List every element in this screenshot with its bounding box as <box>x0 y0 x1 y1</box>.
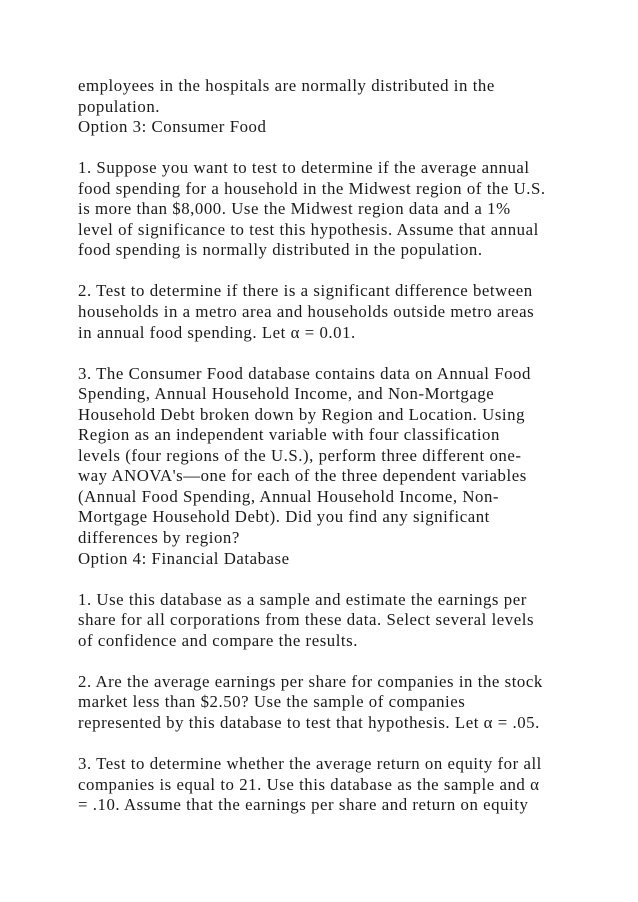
text-line: food spending is normally distributed in the population. <box>78 240 483 260</box>
text-line: 1. Use this database as a sample and estimate the earnings per <box>78 589 527 609</box>
section-heading-option-3: Option 3: Consumer Food <box>78 117 267 137</box>
text-line: share for all corporations from these data. Select several levels <box>78 610 535 630</box>
text-line: way ANOVA's—one for each of the three dependent variables <box>78 466 527 486</box>
blank-line <box>78 138 578 159</box>
text-line: (Annual Food Spending, Annual Household Income, Non- <box>78 486 500 506</box>
document-text <box>78 76 578 816</box>
text-line: 2. Are the average earnings per share for companies in the stock <box>78 671 543 691</box>
text-line: market less than $2.50? Use the sample of companies <box>78 692 466 712</box>
text-line: differences by region? <box>78 528 240 548</box>
text-line: 3. The Consumer Food database contains data on Annual Food <box>78 363 531 383</box>
blank-line <box>78 734 578 755</box>
text-line: in annual food spending. Let α = 0.01. <box>78 322 356 342</box>
text-line: represented by this database to test that hypothesis. Let α = .05. <box>78 712 540 732</box>
blank-line <box>78 261 578 282</box>
text-line: 3. Test to determine whether the average return on equity for all <box>78 754 542 774</box>
text-line: Household Debt broken down by Region and Location. Using <box>78 404 526 424</box>
text-line: level of significance to test this hypothesis. Assume that annual <box>78 219 539 239</box>
text-line: companies is equal to 21. Use this database as the sample and α <box>78 774 540 794</box>
section-heading-option-4: Option 4: Financial Database <box>78 548 290 568</box>
text-line: Region as an independent variable with four classification <box>78 425 500 445</box>
blank-line <box>78 343 578 364</box>
blank-line <box>78 651 578 672</box>
text-line: Spending, Annual Household Income, and Non-Mortgage <box>78 384 495 404</box>
text-line: 1. Suppose you want to test to determine if the average annual <box>78 158 530 178</box>
text-line: 2. Test to determine if there is a significant difference between <box>78 281 533 301</box>
text-line: food spending for a household in the Midwest region of the U.S. <box>78 178 546 198</box>
text-line: population. <box>78 96 161 116</box>
blank-line <box>78 569 578 590</box>
text-line: levels (four regions of the U.S.), perform three different one- <box>78 445 522 465</box>
text-line: = .10. Assume that the earnings per share and return on equity <box>78 795 529 815</box>
text-line: employees in the hospitals are normally distributed in the <box>78 76 495 95</box>
text-line: of confidence and compare the results. <box>78 630 358 650</box>
text-line: is more than $8,000. Use the Midwest region data and a 1% <box>78 199 511 219</box>
text-line: Mortgage Household Debt). Did you find any significant <box>78 507 490 527</box>
text-line: households in a metro area and households outside metro areas <box>78 302 535 322</box>
